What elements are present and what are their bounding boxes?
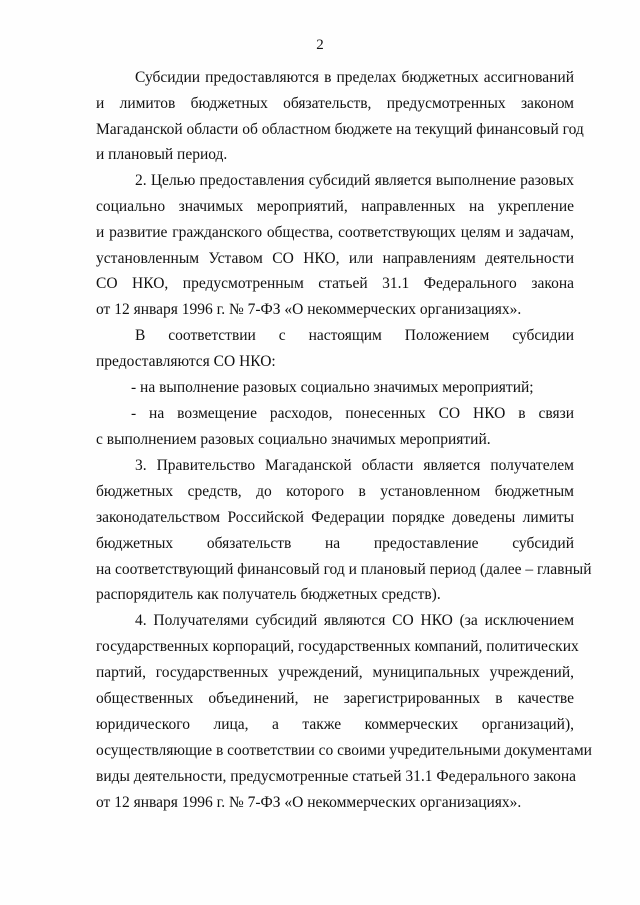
text-line: социально значимых мероприятий, направленных на укрепление bbox=[96, 198, 574, 215]
text-line: от 12 января 1996 г. № 7-ФЗ «О некоммерческих организациях». bbox=[96, 301, 522, 318]
text-line: Субсидии предоставляются в пределах бюджетных ассигнований bbox=[135, 69, 574, 86]
text-line: установленным Уставом СО НКО, или направлениям деятельности bbox=[96, 250, 574, 267]
text-line: 2. Целью предоставления субсидий является выполнение разовых bbox=[135, 172, 574, 189]
text-line: и плановый период. bbox=[96, 146, 228, 163]
text-line: с выполнением разовых социально значимых мероприятий. bbox=[96, 431, 491, 448]
text-line: от 12 января 1996 г. № 7-ФЗ «О некоммерческих организациях». bbox=[96, 794, 522, 811]
text-line: распорядитель как получатель бюджетных средств). bbox=[96, 586, 441, 603]
text-line: Магаданской области об областном бюджете на текущий финансовый год bbox=[96, 121, 584, 138]
text-line: 4. Получателями субсидий являются СО НКО (за исключением bbox=[135, 612, 574, 629]
text-line: юридического лица, а также коммерческих организаций), bbox=[96, 716, 574, 733]
text-line: на соответствующий финансовый год и плановый период (далее – главный bbox=[96, 561, 592, 578]
page-number: 2 bbox=[316, 37, 324, 53]
text-line: и развитие гражданского общества, соответствующих целям и задачам, bbox=[96, 224, 574, 241]
text-line: бюджетных обязательств на предоставление субсидий bbox=[96, 535, 574, 552]
text-line: общественных объединений, не зарегистрированных в качестве bbox=[96, 690, 574, 707]
text-line: бюджетных средств, до которого в установленном бюджетным bbox=[96, 483, 574, 500]
text-line: законодательством Российской Федерации порядке доведены лимиты bbox=[96, 509, 574, 526]
text-line: и лимитов бюджетных обязательств, предусмотренных законом bbox=[96, 95, 574, 112]
text-line: партий, государственных учреждений, муниципальных учреждений, bbox=[96, 664, 574, 681]
text-line: В соответствии с настоящим Положением субсидии bbox=[135, 327, 574, 344]
text-line: государственных корпораций, государственных компаний, политических bbox=[96, 638, 579, 655]
text-line: предоставляются СО НКО: bbox=[96, 353, 276, 370]
text-line: виды деятельности, предусмотренные статьей 31.1 Федерального закона bbox=[96, 768, 576, 785]
list-item: - на возмещение расходов, понесенных СО НКО в связи bbox=[131, 405, 574, 422]
text-line: 3. Правительство Магаданской области является получателем bbox=[135, 457, 574, 474]
text-line: осуществляющие в соответствии со своими учредительными документами bbox=[96, 742, 592, 759]
list-item: - на выполнение разовых социально значимых мероприятий; bbox=[131, 379, 534, 396]
text-line: СО НКО, предусмотренным статьей 31.1 Федерального закона bbox=[96, 275, 574, 292]
